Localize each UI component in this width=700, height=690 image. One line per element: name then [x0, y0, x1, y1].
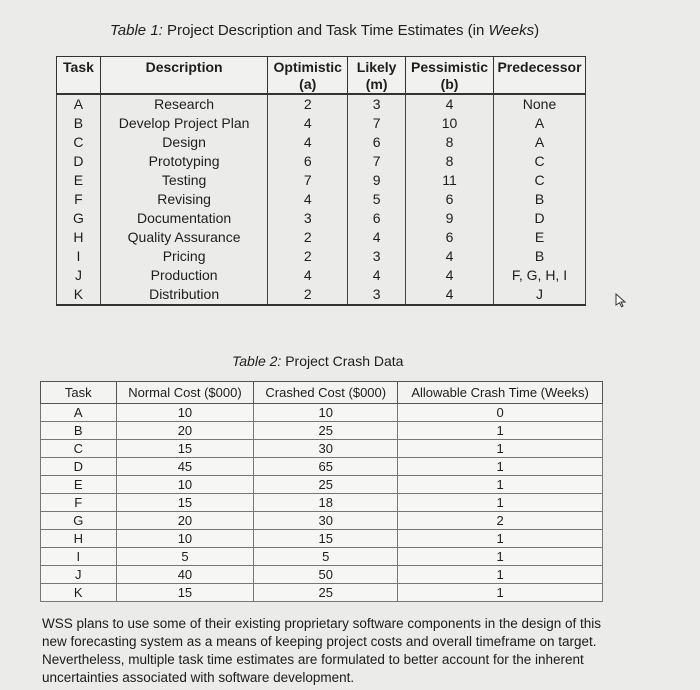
cell-optimistic: 7	[268, 171, 348, 190]
cell-crashed-cost: 50	[254, 566, 398, 584]
cell-allowable-crash-time: 1	[398, 476, 603, 494]
cell-normal-cost: 15	[116, 584, 254, 602]
cell-task: A	[57, 94, 101, 114]
cell-task: I	[41, 548, 117, 566]
table-row	[41, 530, 603, 548]
cell-task: E	[41, 476, 117, 494]
cell-optimistic: 3	[268, 209, 348, 228]
cell-optimistic: 4	[268, 190, 348, 209]
cell-pessimistic: 6	[406, 190, 494, 209]
cell-pessimistic: 8	[406, 133, 494, 152]
header-normal-cost: Normal Cost ($000)	[116, 382, 254, 404]
crash-data-table	[40, 381, 603, 602]
cell-pessimistic: 6	[406, 228, 494, 247]
cell-normal-cost: 5	[116, 548, 254, 566]
cell-description: Revising	[100, 190, 267, 209]
table1-title: Table 1: Project Description and Task Time Estimates (in Weeks)	[110, 22, 540, 39]
cell-allowable-crash-time: 1	[398, 422, 603, 440]
cell-likely: 4	[348, 266, 406, 285]
cell-predecessor: A	[494, 114, 586, 133]
table-row	[41, 458, 603, 476]
table-row	[41, 422, 603, 440]
cell-pessimistic: 8	[406, 152, 494, 171]
cell-crashed-cost: 25	[254, 422, 398, 440]
header-optimistic: Optimistic (a)	[268, 57, 348, 95]
cell-task: I	[57, 247, 101, 266]
cell-allowable-crash-time: 1	[398, 566, 603, 584]
cell-crashed-cost: 25	[254, 476, 398, 494]
table-row	[41, 566, 603, 584]
cell-allowable-crash-time: 1	[398, 548, 603, 566]
cell-likely: 9	[348, 171, 406, 190]
table-row	[57, 247, 586, 266]
cell-description: Production	[100, 266, 267, 285]
table-row	[57, 152, 586, 171]
cell-normal-cost: 10	[116, 530, 254, 548]
cell-task: F	[57, 190, 101, 209]
cell-optimistic: 2	[268, 247, 348, 266]
cell-allowable-crash-time: 1	[398, 458, 603, 476]
cell-task: E	[57, 171, 101, 190]
table-row	[41, 512, 603, 530]
table-row	[41, 404, 603, 422]
cell-crashed-cost: 5	[254, 548, 398, 566]
cell-task: K	[57, 285, 101, 305]
cell-crashed-cost: 30	[254, 512, 398, 530]
cell-optimistic: 2	[268, 94, 348, 114]
cell-crashed-cost: 25	[254, 584, 398, 602]
cell-task: B	[57, 114, 101, 133]
cell-predecessor: E	[494, 228, 586, 247]
cell-pessimistic: 4	[406, 285, 494, 305]
cell-description: Design	[100, 133, 267, 152]
cell-description: Develop Project Plan	[100, 114, 267, 133]
cell-optimistic: 4	[268, 266, 348, 285]
cell-task: D	[41, 458, 117, 476]
cell-likely: 7	[348, 152, 406, 171]
cell-allowable-crash-time: 1	[398, 494, 603, 512]
cell-optimistic: 6	[268, 152, 348, 171]
table-row	[41, 476, 603, 494]
header-crashed-cost: Crashed Cost ($000)	[254, 382, 398, 404]
table-row	[41, 440, 603, 458]
cell-normal-cost: 40	[116, 566, 254, 584]
task-estimates-table	[56, 56, 586, 306]
cell-likely: 4	[348, 228, 406, 247]
cell-crashed-cost: 10	[254, 404, 398, 422]
cell-pessimistic: 4	[406, 247, 494, 266]
table-row	[57, 190, 586, 209]
table-row	[57, 171, 586, 190]
cell-description: Prototyping	[100, 152, 267, 171]
cell-task: C	[57, 133, 101, 152]
cell-crashed-cost: 18	[254, 494, 398, 512]
table2-header-row	[41, 382, 603, 404]
cell-task: H	[57, 228, 101, 247]
cell-allowable-crash-time: 1	[398, 530, 603, 548]
cell-allowable-crash-time: 1	[398, 584, 603, 602]
cell-pessimistic: 10	[406, 114, 494, 133]
cell-crashed-cost: 30	[254, 440, 398, 458]
table-row	[41, 494, 603, 512]
cell-predecessor: D	[494, 209, 586, 228]
cell-likely: 3	[348, 285, 406, 305]
mouse-pointer-icon	[612, 292, 628, 308]
cell-pessimistic: 4	[406, 266, 494, 285]
table-row	[41, 584, 603, 602]
cell-task: D	[57, 152, 101, 171]
cell-description: Distribution	[100, 285, 267, 305]
cell-predecessor: A	[494, 133, 586, 152]
cell-predecessor: C	[494, 171, 586, 190]
cell-task: H	[41, 530, 117, 548]
header-task: Task	[41, 382, 117, 404]
header-likely: Likely (m)	[348, 57, 406, 95]
cell-normal-cost: 15	[116, 494, 254, 512]
header-predecessor: Predecessor	[494, 57, 586, 95]
cell-description: Documentation	[100, 209, 267, 228]
cell-optimistic: 2	[268, 285, 348, 305]
cell-task: G	[57, 209, 101, 228]
cell-normal-cost: 45	[116, 458, 254, 476]
cell-allowable-crash-time: 1	[398, 440, 603, 458]
cell-allowable-crash-time: 2	[398, 512, 603, 530]
cell-likely: 7	[348, 114, 406, 133]
table-row	[57, 209, 586, 228]
cell-optimistic: 4	[268, 133, 348, 152]
cell-task: K	[41, 584, 117, 602]
cell-normal-cost: 15	[116, 440, 254, 458]
cell-likely: 3	[348, 247, 406, 266]
header-task: Task	[57, 57, 101, 95]
cell-predecessor: C	[494, 152, 586, 171]
table-row	[57, 266, 586, 285]
cell-task: J	[57, 266, 101, 285]
table-row	[57, 285, 586, 305]
cell-optimistic: 4	[268, 114, 348, 133]
cell-pessimistic: 4	[406, 94, 494, 114]
cell-task: A	[41, 404, 117, 422]
cell-pessimistic: 11	[406, 171, 494, 190]
cell-task: G	[41, 512, 117, 530]
cell-normal-cost: 10	[116, 476, 254, 494]
cell-task: C	[41, 440, 117, 458]
cell-likely: 3	[348, 94, 406, 114]
cell-crashed-cost: 15	[254, 530, 398, 548]
cell-crashed-cost: 65	[254, 458, 398, 476]
cell-predecessor: None	[494, 94, 586, 114]
cell-predecessor: F, G, H, I	[494, 266, 586, 285]
header-pessimistic: Pessimistic (b)	[406, 57, 494, 95]
table-row	[57, 94, 586, 114]
table-row	[41, 548, 603, 566]
header-description: Description	[100, 57, 267, 95]
cell-normal-cost: 10	[116, 404, 254, 422]
table-row	[57, 228, 586, 247]
cell-likely: 6	[348, 209, 406, 228]
cell-normal-cost: 20	[116, 512, 254, 530]
cell-description: Research	[100, 94, 267, 114]
cell-task: F	[41, 494, 117, 512]
table-row	[57, 114, 586, 133]
table-row	[57, 133, 586, 152]
header-allowable-crash-time: Allowable Crash Time (Weeks)	[398, 382, 603, 404]
cell-normal-cost: 20	[116, 422, 254, 440]
cell-task: B	[41, 422, 117, 440]
cell-likely: 6	[348, 133, 406, 152]
cell-likely: 5	[348, 190, 406, 209]
table2-title: Table 2: Project Crash Data	[232, 353, 404, 369]
cell-allowable-crash-time: 0	[398, 404, 603, 422]
cell-task: J	[41, 566, 117, 584]
cell-predecessor: B	[494, 247, 586, 266]
cell-predecessor: J	[494, 285, 586, 305]
cell-description: Pricing	[100, 247, 267, 266]
cell-description: Testing	[100, 171, 267, 190]
description-paragraph: WSS plans to use some of their existing proprietary software components in the design of this new forecasting system as a means of keeping project costs and overall timeframe on target. Nevertheless, multiple task time estimates are formulated to better account for the inherent uncertainties associated with software development.	[42, 616, 602, 685]
cell-pessimistic: 9	[406, 209, 494, 228]
table1-header-row	[57, 57, 586, 95]
cell-optimistic: 2	[268, 228, 348, 247]
cell-predecessor: B	[494, 190, 586, 209]
cell-description: Quality Assurance	[100, 228, 267, 247]
